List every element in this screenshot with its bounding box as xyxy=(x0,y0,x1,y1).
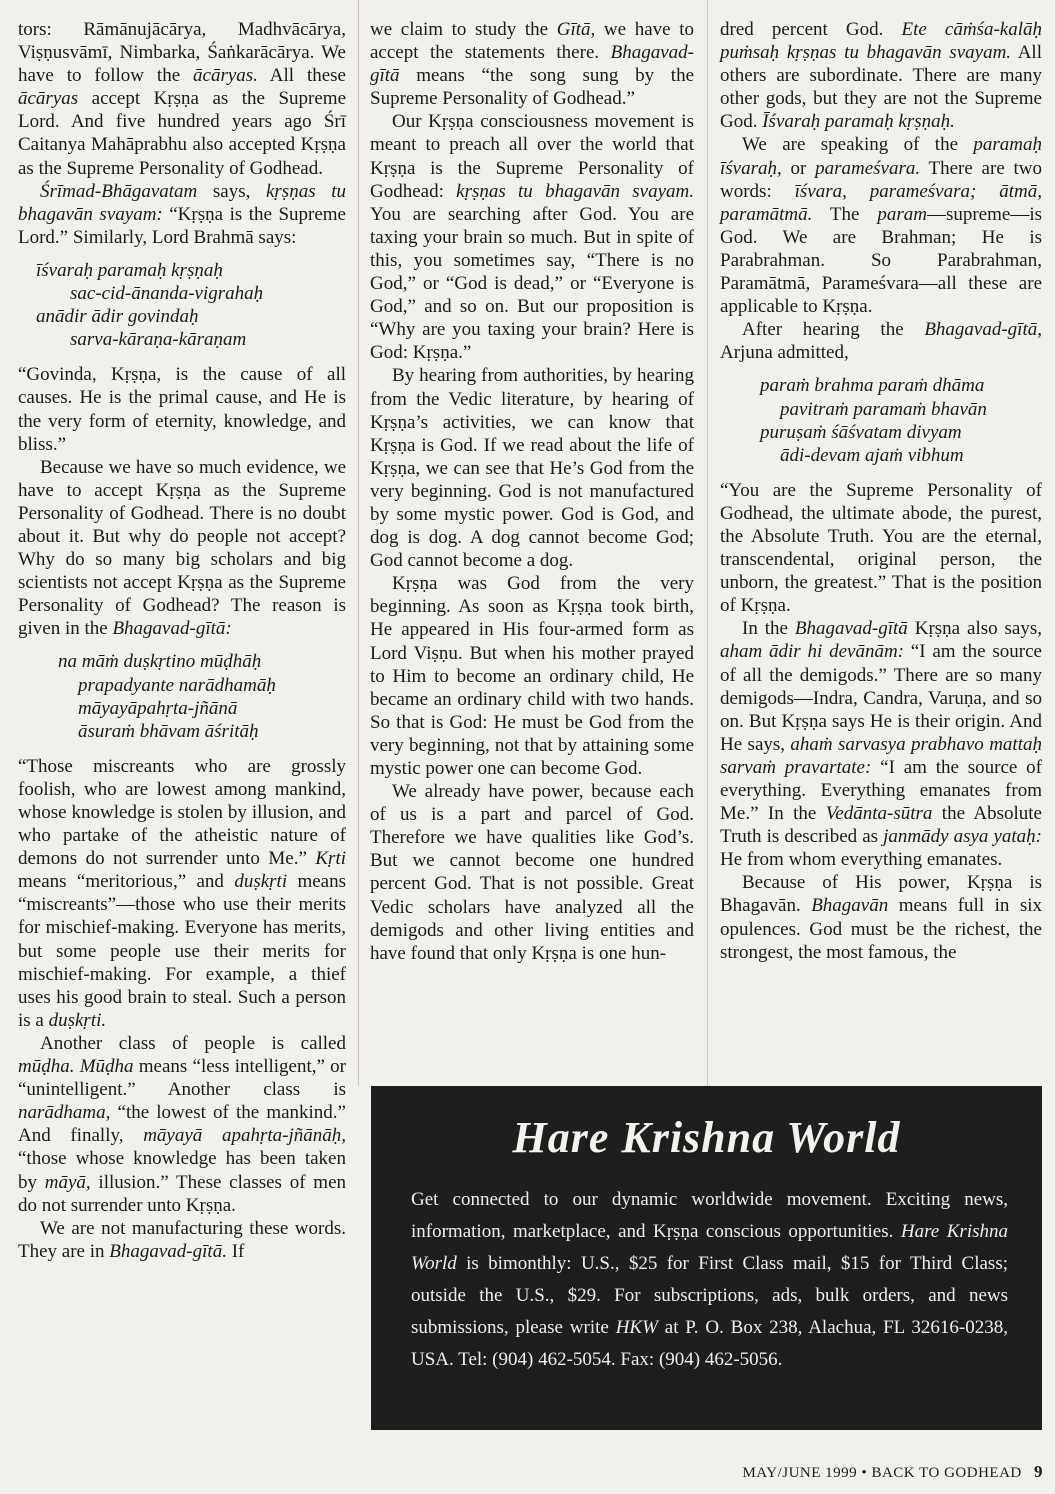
paragraph: Because of His power, Kṛṣṇa is Bhagavān. Bhagavān means full in six opulences. God must be the richest, the strongest, the most famous, the xyxy=(720,872,1042,963)
verse-line: sac-cid-ānanda-vigrahaḥ xyxy=(70,283,264,305)
paragraph: “You are the Supreme Personality of Godhead, the ultimate abode, the purest, the Absolute Truth. You are the eternal, transcendental, original person, the unborn, the greatest.” That is the position of Kṛṣṇa. xyxy=(720,479,1042,617)
verse-line: paraṁ brahma paraṁ dhāma xyxy=(760,375,985,397)
verse-line: prapadyante narādhamāḥ xyxy=(78,674,276,696)
paragraph: “Govinda, Kṛṣṇa, is the cause of all causes. He is the primal cause, and He is the very form of eternity, knowledge, and bliss.” xyxy=(18,364,346,455)
text-column-1 xyxy=(18,18,346,1263)
verse-line: anādir ādir govindaḥ xyxy=(36,306,199,328)
page-number: 9 xyxy=(1034,1462,1043,1481)
paragraph: dred percent God. Ete cāṁśa-kalāḥ puṁsaḥ kṛṣṇas tu bhagavān svayam. All others are subordinate. There are many other gods, but they are not the Supreme God. Īśvaraḥ paramaḥ kṛṣṇaḥ. xyxy=(720,19,1043,133)
verse-line: māyayāpahṛta-jñānā xyxy=(78,697,238,719)
verse-line: āsuraṁ bhāvam āśritāḥ xyxy=(78,720,259,742)
paragraph: By hearing from authorities, by hearing from the Vedic literature, by hearing of Kṛṣṇa’s activities, we can know that Kṛṣṇa is God. If we read about the life of Kṛṣṇa, we can see that He’s God from the very beginning. God is not manufactured by some mystic power. God is God, and dog is dog. A dog cannot become God; God cannot become a dog. xyxy=(370,365,694,572)
column-divider xyxy=(707,0,708,1086)
paragraph: we claim to study the Gītā, we have to accept the statements there. Bhagavad-gītā means “the song sung by the Supreme Personality of Godhead.” xyxy=(370,19,694,110)
paragraph: “Those miscreants who are grossly foolish, who are lowest among mankind, whose knowledge is stolen by illusion, and who partake of the atheistic nature of demons do not surrender unto Me.” Kṛti means “meritorious,” and duṣkṛti means “miscreants”—those who use their merits for mischief-making. Everyone has merits, but some people use their merits for mischief-making. For example, a thief uses his good brain to steal. Such a person is a duṣkṛti. xyxy=(18,755,347,1031)
hare-krishna-world-ad xyxy=(371,1086,1042,1430)
paragraph: Śrīmad-Bhāgavatam says, kṛṣṇas tu bhagavān svayam: “Kṛṣṇa is the Supreme Lord.” Similarly, Lord Brahmā says: xyxy=(18,180,346,248)
page-footer xyxy=(742,1462,1043,1482)
text-column-2 xyxy=(370,18,694,965)
issue-date: MAY/JUNE 1999 xyxy=(742,1465,858,1481)
paragraph: We are speaking of the paramaḥ īśvaraḥ, or parameśvara. There are two words: īśvara, parameśvara; ātmā, paramātmā. The param—supreme—is God. We are Brahman; He is Parabrahman. So Parabrahman, Paramātmā, Parameśvara—all these are applicable to Kṛṣṇa. xyxy=(720,134,1042,318)
ad-body: Get connected to our dynamic worldwide movement. Exciting news, information, marketplace, and Kṛṣṇa conscious opportunities. Hare Krishna World is bimonthly: U.S., $25 for First Class mail, $15 for Third Class; outside the U.S., $29. For subscriptions, ads, bulk orders, and news submissions, please write HKW at P. O. Box 238, Alachua, FL 32616-0238, USA. Tel: (904) 462-5054. Fax: (904) 462-5056. xyxy=(411,1189,1008,1370)
sanskrit-verse xyxy=(18,650,346,742)
verse-line: sarva-kāraṇa-kāraṇam xyxy=(70,329,247,351)
paragraph: We already have power, because each of us is a part and parcel of God. Therefore we have qualities like God’s. But we cannot become one hundred percent God. That is not possible. Great Vedic scholars have analyzed all the demigods and other living entities and have found that only Kṛṣṇa is one hun- xyxy=(370,781,694,964)
footer-bullet: • xyxy=(861,1465,868,1481)
paragraph: Our Kṛṣṇa consciousness movement is meant to preach all over the world that Kṛṣṇa is the Supreme Personality of Godhead: kṛṣṇas tu bhagavān svayam. You are searching after God. You are taxing your brain so much. But in spite of this, you sometimes say, “There is no God,” or “God is dead,” or “Everyone is God,” and so on. But our proposition is “Why are you taxing your brain? Here is God: Kṛṣṇa.” xyxy=(370,111,694,364)
sanskrit-verse xyxy=(18,259,346,351)
verse-line: īśvaraḥ paramaḥ kṛṣṇaḥ xyxy=(36,259,223,281)
paragraph: After hearing the Bhagavad-gītā, Arjuna admitted, xyxy=(720,319,1042,364)
text-column-3 xyxy=(720,18,1042,964)
paragraph: Kṛṣṇa was God from the very beginning. As soon as Kṛṣṇa took birth, He appeared in His four-armed form as Lord Viṣṇu. But when his mother prayed to Him to become an ordinary child, He became an ordinary child with two hands. So that is God: He must be God from the very beginning, not that by attaining some mystic power one can become God. xyxy=(370,573,694,779)
verse-line: pavitraṁ paramaṁ bhavān xyxy=(780,398,987,420)
sanskrit-verse xyxy=(720,374,1042,466)
paragraph: In the Bhagavad-gītā Kṛṣṇa also says, aham ādir hi devānām: “I am the source of all the demigods.” There are so many demigods—Indra, Candra, Varuṇa, and so on. But Kṛṣṇa says He is their origin. And He says, ahaṁ sarvasya prabhavo mattaḥ sarvaṁ pravartate: “I am the source of everything. Everything emanates from Me.” In the Vedānta-sūtra the Absolute Truth is described as janmādy asya yataḥ: He from whom everything emanates. xyxy=(720,618,1043,871)
column-divider xyxy=(358,0,359,1086)
verse-line: puruṣaṁ śāśvatam divyam xyxy=(760,421,962,443)
verse-line: na māṁ duṣkṛtino mūḍhāḥ xyxy=(58,651,262,673)
paragraph: Another class of people is called mūḍha. Mūḍha means “less intelligent,” or “unintelligent.” Another class is narādhama, “the lowest of the mankind.” And finally, māyayā apahṛta-jñānāḥ, “those whose knowledge has been taken by māyā, illusion.” These classes of men do not surrender unto Kṛṣṇa. xyxy=(18,1032,347,1216)
verse-line: ādi-devam ajaṁ vibhum xyxy=(780,444,964,466)
magazine-name: BACK TO GODHEAD xyxy=(871,1465,1022,1481)
paragraph: tors: Rāmānujācārya, Madhvācārya, Viṣṇusvāmī, Nimbarka, Śaṅkarācārya. We have to follow the ācāryas. All these ācāryas accept Kṛṣṇa as the Supreme Lord. And five hundred years ago Śrī Caitanya Mahāprabhu also accepted Kṛṣṇa as the Supreme Personality of Godhead. xyxy=(18,19,346,179)
paragraph: Because we have so much evidence, we have to accept Kṛṣṇa as the Supreme Personality of Godhead. There is no doubt about it. But why do people not accept? Why do so many big scholars and big scientists not accept Kṛṣṇa as the Supreme Personality of Godhead? The reason is given in the Bhagavad-gītā: xyxy=(18,456,346,640)
paragraph: We are not manufacturing these words. They are in Bhagavad-gītā. If xyxy=(18,1217,346,1262)
ad-title: Hare Krishna World xyxy=(512,1113,901,1162)
